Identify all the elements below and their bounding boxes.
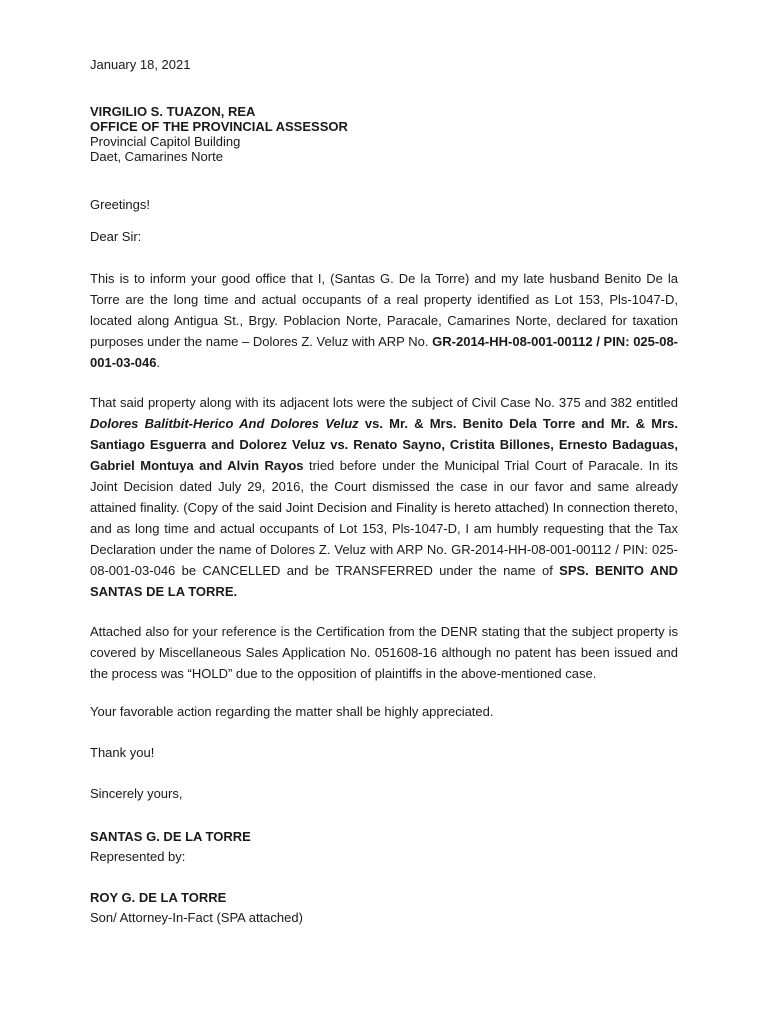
thanks-line: Thank you! [90, 745, 155, 760]
paragraph-2 [90, 392, 678, 602]
paragraph-2-intro: That said property along with its adjacent lots were the subject of Civil Case No. 375 and 382 entitled [90, 395, 678, 410]
paragraph-1-text: This is to inform your good office that I, (Santas G. De la Torre) and my late husband Benito De la Torre are the long time and actual occupants of a real property identified as Lot 153, Pls-1047-D, located along Antigua St., Brgy. Poblacion Norte, Paracale, Camarines Norte, declared for taxation purposes under the name – Dolores Z. Veluz with ARP No. [90, 271, 678, 349]
attorney-block [90, 888, 678, 928]
addressee-office: OFFICE OF THE PROVINCIAL ASSESSOR [90, 119, 348, 134]
paragraph-3: Attached also for your reference is the Certification from the DENR stating that the subject property is covered by Miscellaneous Sales Application No. 051608-16 although no patent has been issued and the process was “HOLD” due to the opposition of plaintiffs in the above-mentioned case. [90, 624, 678, 681]
transferee-name: SPS. BENITO AND SANTAS DE LA TORRE. [90, 563, 678, 599]
closing-line: Sincerely yours, [90, 786, 183, 801]
paragraph-1-end: . [156, 355, 161, 370]
arp-pin-number: GR-2014-HH-08-001-00112 / PIN: 025-08-001-03-046 [90, 334, 678, 370]
addressee-name: VIRGILIO S. TUAZON, REA [90, 104, 256, 119]
signer-block [90, 827, 678, 867]
addressee-block [90, 104, 678, 164]
case-title-a: Dolores Balitbit-Herico And Dolores Veluz [90, 416, 359, 431]
represented-by: Represented by: [90, 849, 186, 864]
addressee-city: Daet, Camarines Norte [90, 149, 223, 164]
addressee-building: Provincial Capitol Building [90, 134, 241, 149]
paragraph-4: Your favorable action regarding the matter shall be highly appreciated. [90, 704, 494, 719]
signer-name: SANTAS G. DE LA TORRE [90, 829, 251, 844]
case-title-b: Mr. & Mrs. Benito Dela Torre and Mr. & Mrs. Santiago Esguerra and Dolorez Veluz vs. Renato Sayno, Cristita Billones, Ernesto Badaguas, Gabriel Montuya and Alvin Rayos [90, 416, 678, 473]
attorney-name: ROY G. DE LA TORRE [90, 890, 227, 905]
salutation: Dear Sir: [90, 229, 142, 244]
case-title-vs: vs. [358, 416, 390, 431]
attorney-role: Son/ Attorney-In-Fact (SPA attached) [90, 910, 303, 925]
paragraph-1 [90, 268, 678, 373]
greeting: Greetings! [90, 197, 150, 212]
paragraph-2-body: tried before under the Municipal Trial Court of Paracale. In its Joint Decision dated July 29, 2016, the Court dismissed the case in our favor and same already attained finality. (Copy of the said Joint Decision and Finality is hereto attached) In connection thereto, and as long time and actual occupants of Lot 153, Pls-1047-D, I am humbly requesting that the Tax Declaration under the name of Dolores Z. Veluz with ARP No. GR-2014-HH-08-001-00112 / PIN: 025-08-001-03-046 be CANCELLED and be TRANSFERRED under the name of [90, 458, 678, 578]
letter-date: January 18, 2021 [90, 57, 191, 72]
